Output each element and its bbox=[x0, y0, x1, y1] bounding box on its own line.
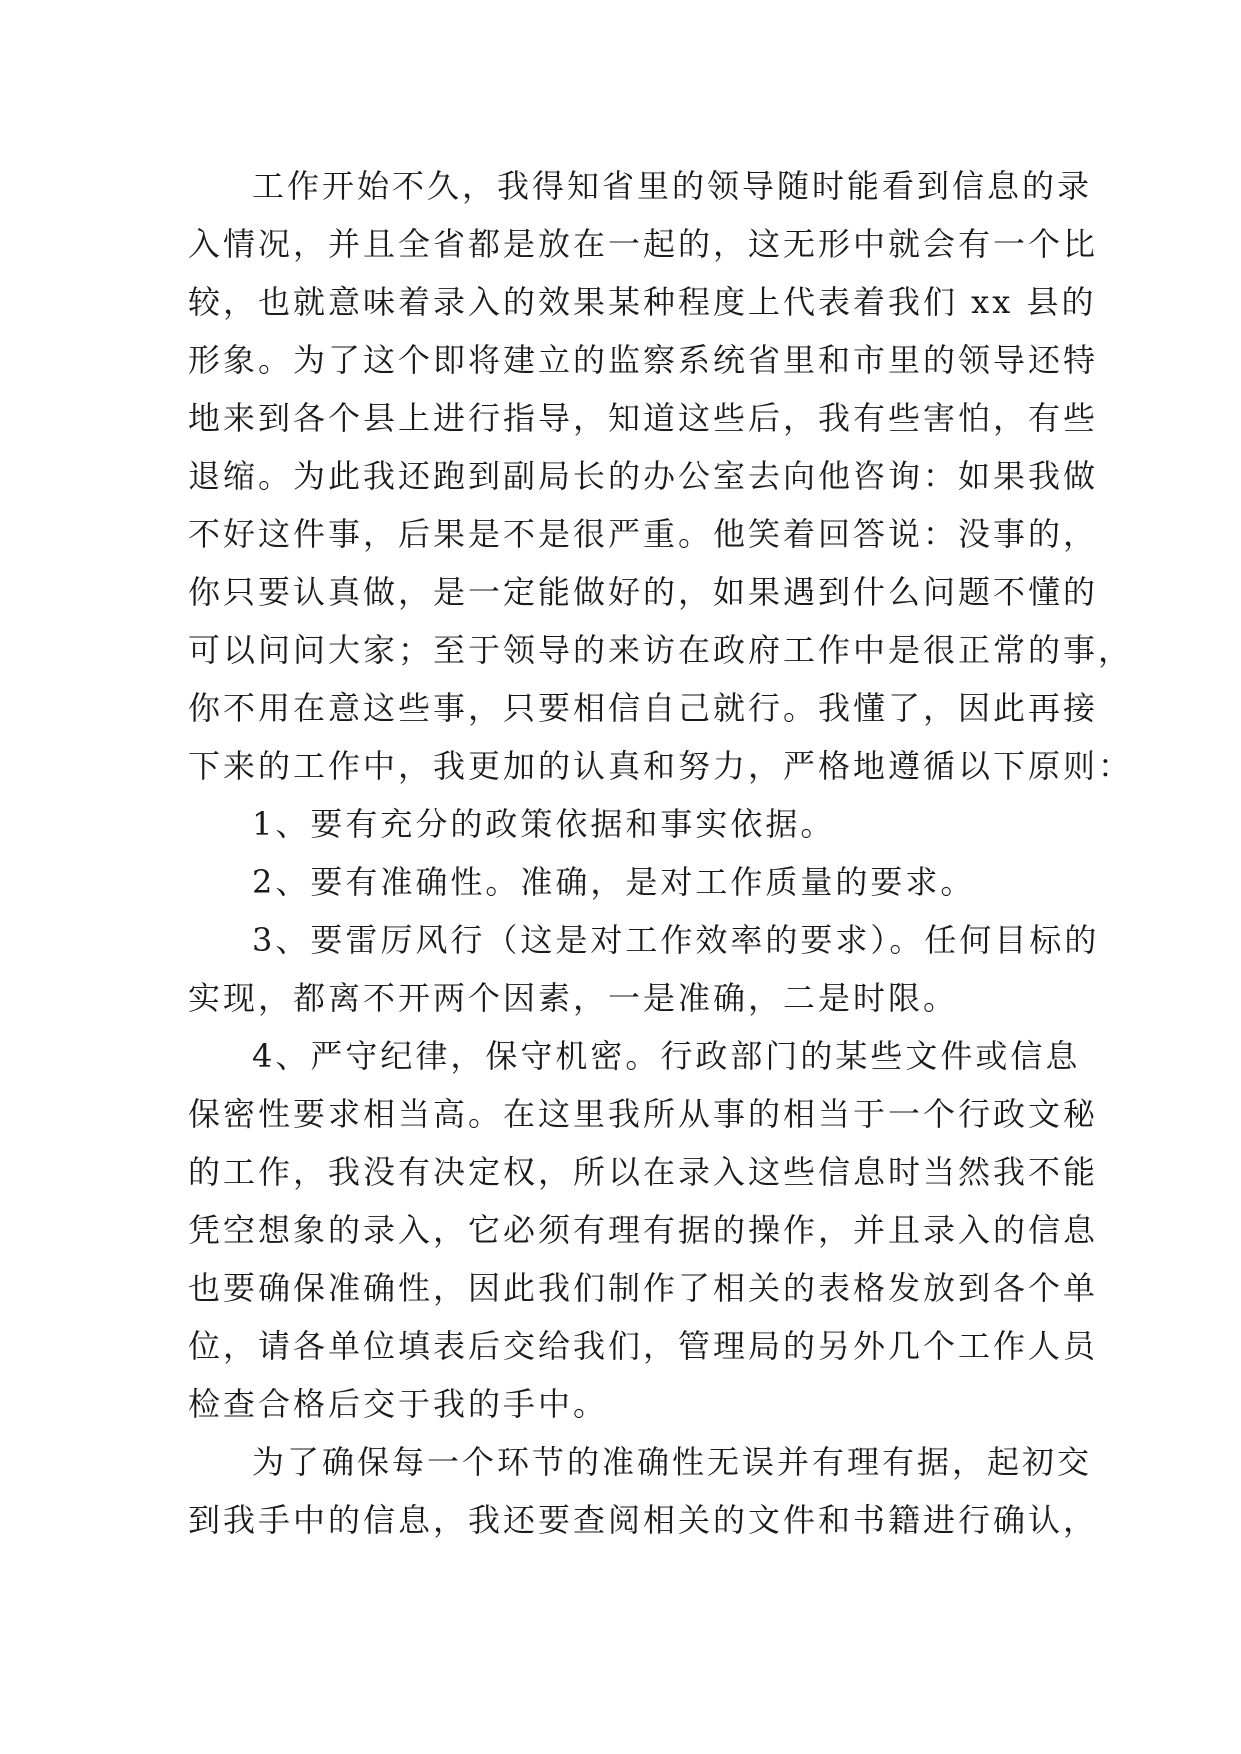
text-line: 2、要有准确性。准确，是对工作质量的要求。 bbox=[252, 863, 976, 901]
text-line: 保密性要求相当高。在这里我所从事的相当于一个行政文秘 bbox=[188, 1095, 1099, 1133]
text-line: 工作开始不久，我得知省里的领导随时能看到信息的录 bbox=[252, 167, 1093, 205]
text-line: 实现，都离不开两个因素，一是准确，二是时限。 bbox=[188, 979, 959, 1017]
document-body bbox=[188, 157, 1134, 1549]
text-line: 1、要有充分的政策依据和事实依据。 bbox=[252, 805, 836, 843]
text-line: 可以问问大家；至于领导的来访在政府工作中是很正常的事， bbox=[188, 631, 1134, 669]
text-line: 形象。为了这个即将建立的监察系统省里和市里的领导还特 bbox=[188, 341, 1099, 379]
text-line: 的工作，我没有决定权，所以在录入这些信息时当然我不能 bbox=[188, 1153, 1099, 1191]
text-line: 位，请各单位填表后交给我们，管理局的另外几个工作人员 bbox=[188, 1327, 1099, 1365]
text-line: 也要确保准确性，因此我们制作了相关的表格发放到各个单 bbox=[188, 1269, 1099, 1307]
text-line: 4、严守纪律，保守机密。行政部门的某些文件或信息 bbox=[252, 1037, 1081, 1075]
text-line: 下来的工作中，我更加的认真和努力，严格地遵循以下原则： bbox=[188, 747, 1134, 785]
text-line: 入情况，并且全省都是放在一起的，这无形中就会有一个比 bbox=[188, 225, 1099, 263]
text-line: 较，也就意味着录入的效果某种程度上代表着我们 xx 县的 bbox=[188, 283, 1097, 321]
text-line: 你不用在意这些事，只要相信自己就行。我懂了，因此再接 bbox=[188, 689, 1099, 727]
text-line: 3、要雷厉风行（这是对工作效率的要求）。任何目标的 bbox=[252, 921, 1100, 959]
text-line: 你只要认真做，是一定能做好的，如果遇到什么问题不懂的 bbox=[188, 573, 1099, 611]
text-line: 退缩。为此我还跑到副局长的办公室去向他咨询：如果我做 bbox=[188, 457, 1099, 495]
text-line: 地来到各个县上进行指导，知道这些后，我有些害怕，有些 bbox=[188, 399, 1099, 437]
text-line: 为了确保每一个环节的准确性无误并有理有据，起初交 bbox=[252, 1443, 1093, 1481]
text-line: 凭空想象的录入，它必须有理有据的操作，并且录入的信息 bbox=[188, 1211, 1099, 1249]
text-line: 不好这件事，后果是不是很严重。他笑着回答说：没事的， bbox=[188, 515, 1099, 553]
text-line: 到我手中的信息，我还要查阅相关的文件和书籍进行确认， bbox=[188, 1501, 1099, 1539]
text-line: 检查合格后交于我的手中。 bbox=[188, 1385, 609, 1423]
